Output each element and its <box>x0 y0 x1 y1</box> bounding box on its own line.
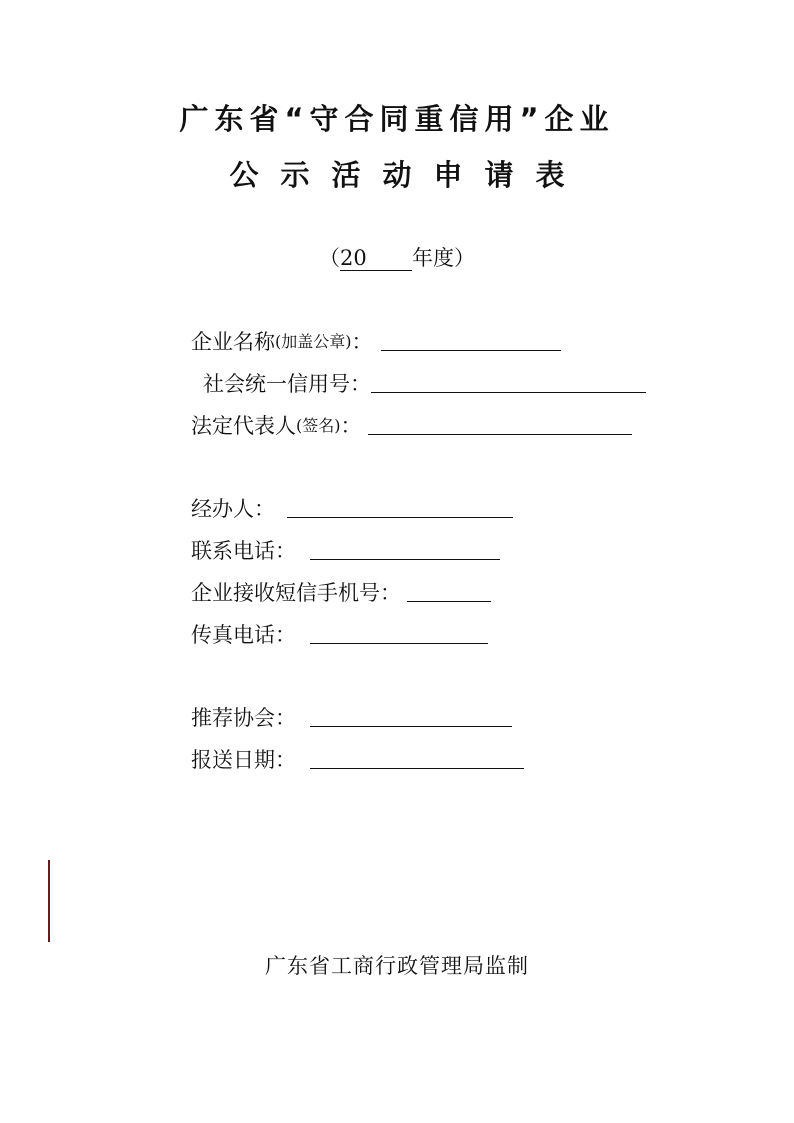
field-colon: ： <box>380 581 401 605</box>
field-submit-date <box>191 744 524 774</box>
field-label: 传真电话 <box>191 623 275 647</box>
field-label: 企业接收短信手机号 <box>191 581 380 605</box>
field-label: 报送日期 <box>191 748 275 772</box>
field-sms-mobile <box>191 577 491 607</box>
field-label: 经办人 <box>191 497 254 521</box>
field-credit-code <box>203 368 646 398</box>
field-note: (加盖公章) <box>275 332 352 351</box>
field-colon: ： <box>340 414 362 438</box>
sms-mobile-input[interactable] <box>407 579 491 602</box>
field-label: 推荐协会 <box>191 706 275 730</box>
field-colon: ： <box>275 623 296 647</box>
field-label: 联系电话 <box>191 539 275 563</box>
field-label: 法定代表人 <box>191 414 296 438</box>
field-legal-rep <box>191 410 632 440</box>
year-suffix: 年度） <box>412 246 475 270</box>
association-input[interactable] <box>310 704 512 727</box>
field-label: 企业名称 <box>191 330 275 354</box>
submit-date-input[interactable] <box>310 746 524 769</box>
field-note: (签名) <box>296 416 341 435</box>
footer-issuer: 广东省工商行政管理局监制 <box>265 954 529 978</box>
year-open-paren: （ <box>319 246 340 270</box>
handler-input[interactable] <box>287 495 513 518</box>
field-company-name <box>191 326 561 356</box>
field-handler <box>191 493 513 523</box>
phone-input[interactable] <box>310 537 500 560</box>
fax-input[interactable] <box>310 621 488 644</box>
field-colon: ： <box>350 372 371 396</box>
field-association <box>191 702 512 732</box>
form-title-line1: 广东省“守合同重信用”企业 <box>179 102 615 136</box>
company-name-input[interactable] <box>381 328 561 351</box>
field-colon: ： <box>351 330 373 354</box>
field-colon: ： <box>275 748 296 772</box>
legal-rep-input[interactable] <box>368 412 632 435</box>
field-colon: ： <box>254 497 275 521</box>
credit-code-input[interactable] <box>371 370 646 393</box>
form-title-line2: 公示活动申请表 <box>229 158 587 192</box>
field-fax <box>191 619 488 649</box>
year-input[interactable]: 20 <box>340 246 412 271</box>
field-colon: ： <box>275 706 296 730</box>
year-line <box>0 244 794 272</box>
field-phone <box>191 535 500 565</box>
field-colon: ： <box>275 539 296 563</box>
binding-margin-rule <box>48 860 50 942</box>
field-label: 社会统一信用号 <box>203 372 350 396</box>
